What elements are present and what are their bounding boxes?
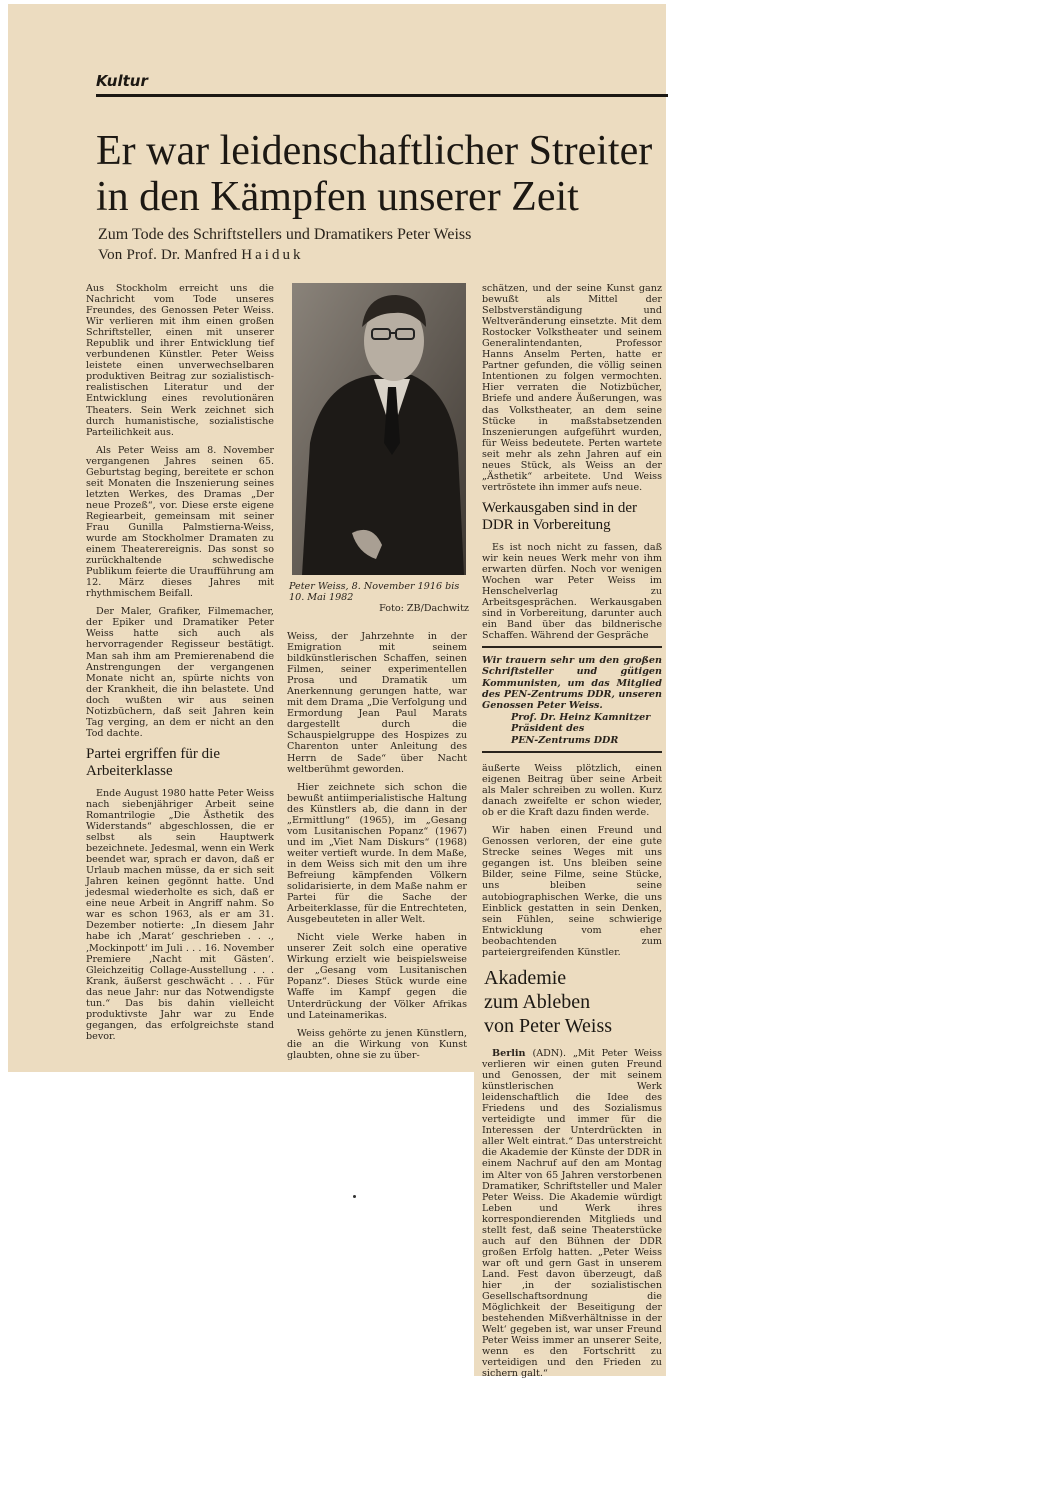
byline-author: Haiduk xyxy=(241,247,304,263)
subheading-werkausgaben: Werkausgaben sind in der DDR in Vorbereitung xyxy=(482,499,637,533)
dateline: Berlin xyxy=(492,1048,526,1059)
section-rubric: Kultur xyxy=(96,72,148,90)
signature-line: Präsident des xyxy=(511,723,585,735)
paragraph: schätzen, und der seine Kunst ganz bewußt als Mittel der Selbstverständigung und Weltveränderung einsetzte. Mit dem Rostocker Volkstheater und seinem Generalintendanten, Professor Hanns Anselm Perten, hatte er Partner gefunden, die völlig seinen Intentionen zu folgen vermochten. Hier verraten die Notizbücher, Briefe und andere Äußerungen, was das Volkstheater, an dem seine Stücke in maßstabsetzenden Inszenierungen aufgeführt wurden, für Weiss bedeutete. Perten wartete seit mehr als zehn Jahren auf ein neues Stück, als Weiss an der „Ästhetik“ arbeitete. Und Weiss vertröstete ihn immer aufs neue. xyxy=(482,283,662,493)
paragraph: Es ist noch nicht zu fassen, daß wir kein neues Werk mehr von ihm erwarten dürfen. Noch vor wenigen Wochen war Peter Weiss im Henschelverlag zu Arbeitsgesprächen. Werkausgaben sind in Vorbereitung, darunter auch ein Band über das bildnerische Schaffen. Während der Gespräche xyxy=(482,541,662,642)
column-1 xyxy=(86,283,274,1049)
portrait-illustration xyxy=(292,283,466,575)
akademie-heading xyxy=(484,966,664,1038)
photo-credit: Foto: ZB/Dachwitz xyxy=(379,603,469,614)
article-headline: Er war leidenschaftlicher Streiter in den Kämpfen unserer Zeit xyxy=(96,128,653,220)
paragraph: Hier zeichnete sich schon die bewußt antiimperialistische Haltung des Künstlers ab, die dann in der „Ermittlung“ (1965), im „Gesang vom Lusitanischen Popanz“ (1967) und im „Viet Nam Diskurs“ (1968) weiter vertieft wurde. In dem Maße, in dem Weiss sich mit den um ihre Befreiung kämpfenden Völkern solidarisierte, in dem Maße nahm er Partei für die Sache der Arbeiterklasse, für die Entrechteten, Ausgebeuteten in aller Welt. xyxy=(287,781,467,926)
portrait-photo xyxy=(292,283,466,575)
akademie-article xyxy=(482,1048,662,1386)
article-byline xyxy=(98,247,303,264)
paragraph xyxy=(482,1048,662,1379)
box-rule-top xyxy=(482,646,662,648)
akademie-heading-line: von Peter Weiss xyxy=(484,1015,613,1037)
paragraph: Nicht viele Werke haben in unserer Zeit solch eine operative Wirkung erzielt wie beispielsweise der „Gesang vom Lusitanischen Popanz“. Dieses Stück wurde eine Waffe im Kampf gegen die Unterdrückung der Völker Afrikas und Lateinamerikas. xyxy=(287,932,467,1021)
paragraph: Weiss gehörte zu jenen Künstlern, die an die Wirkung von Kunst glaubten, ohne sie zu über- xyxy=(287,1027,467,1061)
akademie-heading-line: zum Ableben xyxy=(484,991,591,1013)
akademie-body: (ADN). „Mit Peter Weiss verlieren wir einen guten Freund und Genossen, der mit seinem künstlerischen Werk leidenschaftlich die Idee des Friedens und des Sozialismus verteidigte und immer für die Interessen der Unterdrückten in aller Welt eintrat.“ Das unterstreicht die Akademie der Künste der DDR in einem Nachruf auf den am Montag im Alter von 65 Jahren verstorbenen Dramatiker, Schriftsteller und Maler Peter Weiss. Die Akademie würdigt Leben und Werk ihres korrespondierenden Mitglieds und stellt fest, daß seine Theaterstücke auch auf den Bühnen der DDR großen Erfolg hatten. „Peter Weiss war oft und gern Gast in unserem Land. Fest davon überzeugt, daß hier ‚in der sozialistischen Gesellschaftsordnung die Möglichkeit der Beseitigung der bestehenden Mißverhältnisse in der Welt‘ gegeben ist, war unser Freund Peter Weiss immer an unserer Seite, wenn es den Fortschritt zu verteidigen und den Frieden zu sichern galt.“ xyxy=(482,1048,662,1380)
paragraph: Der Maler, Grafiker, Filmemacher, der Epiker und Dramatiker Peter Weiss hatte sich auch als hervorragender Regisseur bestätigt. Man sah ihm am Premierenabend die Anstrengungen der vergangenen Monate nicht an, spürte nichts von der Krankheit, die ihn belastete. Und doch wußten wir aus seinen Notizbüchern, daß seit Jahren kein Tag verging, an dem er nicht an den Tod dachte. xyxy=(86,606,274,739)
paragraph: Als Peter Weiss am 8. November vergangenen Jahres seinen 65. Geburtstag beging, bereitete er schon seit Monaten die Inszenierung seines letzten Werkes, des Dramas „Der neue Prozeß“, vor. Diese erste eigene Regiearbeit, gemeinsam mit seiner Frau Gunilla Palmstierna-Weiss, wurde am Stockholmer Dramaten zu einem Theaterereignis. Das sonst so zurückhaltende schwedische Publikum feierte die Uraufführung am 12. März dieses Jahres mit rhythmischem Beifall. xyxy=(86,444,274,600)
paragraph: Ende August 1980 hatte Peter Weiss nach siebenjähriger Arbeit seine Romantrilogie „Die Ästhetik des Widerstands“ abgeschlossen, die er selbst als sein Hauptwerk bezeichnete. Jedesmal, wenn ein Werk beendet war, sprach er davon, daß er Urlaub machen müsse, da er sich seit Jahren keinen gegönnt hatte. Und jedesmal wiederholte es sich, daß er eine neue Arbeit in Angriff nahm. So war es schon 1963, als er am 31. Dezember notierte: „In diesem Jahr habe ich ‚Marat‘ geschrieben . . ., ‚Mockinpott‘ im Juli . . . 16. November Premiere ‚Nacht mit Gästen‘. Gleichzeitig Collage-Ausstellung . . . Krank, äußerst geschwächt . . . Für das neue Jahr: nur das Notwendigste tun.“ Das bis dahin vielleicht produktivste Jahr war zu Ende gegangen, das erfolgreichste stand bevor. xyxy=(86,787,274,1042)
column-3 xyxy=(482,283,662,648)
article-subhead: Zum Tode des Schriftstellers und Dramatikers Peter Weiss xyxy=(98,226,472,243)
section-rule xyxy=(96,94,668,97)
signature-line: PEN-Zentrums DDR xyxy=(511,734,619,746)
condolence-signature xyxy=(511,712,661,746)
subheading-partei: Partei ergriffen für die Arbeiterklasse xyxy=(86,745,220,779)
speck-mark xyxy=(353,1195,356,1198)
signature-line: Prof. Dr. Heinz Kamnitzer xyxy=(511,712,651,723)
paragraph: Wir haben einen Freund und Genossen verloren, der eine gute Strecke seines Weges mit uns gegangen ist. Uns bleiben seine Bilder, seine Filme, seine Stücke, uns bleiben seine autobiographischen Werke, die uns Einblick gestatten in sein Denken, sein Fühlen, seine schwierige Entwicklung vom eher beobachtenden zum parteiergreifenden Künstler. xyxy=(482,825,662,958)
paragraph: äußerte Weiss plötzlich, einen eigenen Beitrag über seine Arbeit als Maler schreiben zu wollen. Kurz danach zweifelte er schon wieder, ob er die Kraft dazu finden werde. xyxy=(482,763,662,819)
photo-caption xyxy=(289,581,469,614)
column-2 xyxy=(287,631,467,1068)
paragraph: Weiss, der Jahrzehnte in der Emigration mit seinem bildkünstlerischen Schaffen, seinen Filmen, seiner experimentellen Prosa und Dramatik um Anerkennung gerungen hatte, war mit dem Drama „Die Verfolgung und Ermordung Jean Paul Marats dargestellt durch die Schauspielgruppe des Hospizes zu Charenton unter Anleitung des Herrn de Sade“ über Nacht weltberühmt geworden. xyxy=(287,631,467,775)
paragraph: Aus Stockholm erreicht uns die Nachricht vom Tode unseres Freundes, des Genossen Peter Weiss. Wir verlieren mit ihm einen großen Schriftsteller, einen mit unserer Republik und ihrer Entwicklung tief verbundenen Künstler. Peter Weiss leistete einen unverwechselbaren produktiven Beitrag zur sozialistisch-realistischen Literatur und der Entwicklung eines revolutionären Theaters. Sein Werk zeichnet sich durch humanistische, sozialistische Parteilichkeit aus. xyxy=(86,283,274,438)
box-rule-bottom xyxy=(482,751,662,753)
condolence-note: Wir trauern sehr um den großen Schriftsteller und gütigen Kommunisten, um das Mitglied des PEN-Zentrums DDR, unseren Genossen Peter Weiss. xyxy=(482,655,662,712)
caption-text: Peter Weiss, 8. November 1916 bis 10. Mai 1982 xyxy=(289,581,460,603)
byline-prefix: Von Prof. Dr. Manfred xyxy=(98,247,238,263)
column-3-lower xyxy=(482,763,662,965)
akademie-heading-line: Akademie xyxy=(484,967,567,989)
